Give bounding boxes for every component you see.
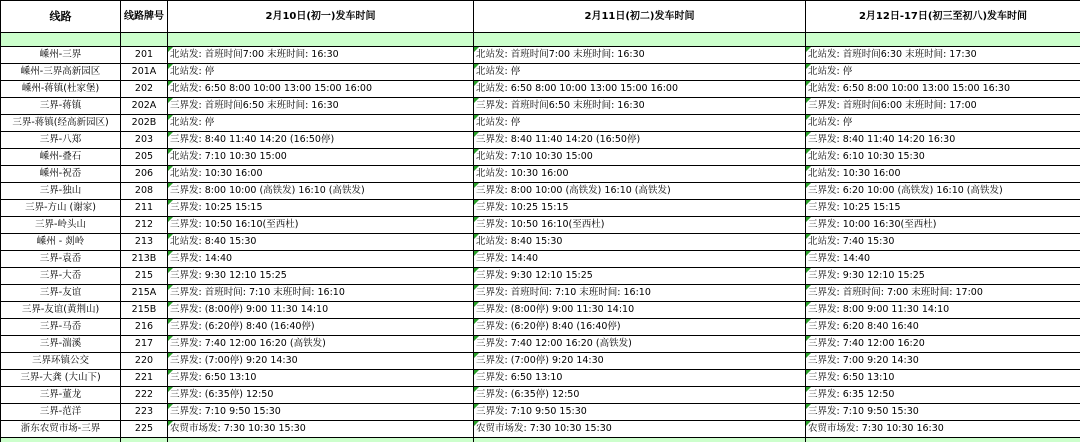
table-row [1, 166, 1080, 183]
route-cell: 嵊州 - 剡岭 [1, 234, 121, 251]
route-cell: 三界-独山 [1, 183, 121, 200]
schedule-day3-cell: 农贸市场发: 7:30 10:30 16:30 [806, 421, 1080, 438]
spacer-cell [474, 438, 806, 442]
spacer-cell [806, 438, 1080, 442]
schedule-day1-cell: 北站发: 7:10 10:30 15:00 [168, 149, 474, 166]
table-row [1, 336, 1080, 353]
spacer-cell [121, 33, 168, 47]
schedule-day1-cell: 三界发: 14:40 [168, 251, 474, 268]
route-number-cell: 202 [121, 81, 168, 98]
route-cell: 三界-蒋镇 [1, 98, 121, 115]
spacer-cell [168, 33, 474, 47]
schedule-day3-cell: 三界发: 10:00 16:30(至西杜) [806, 217, 1080, 234]
schedule-day1-cell: 北站发: 停 [168, 115, 474, 132]
route-cell: 三界-岭头山 [1, 217, 121, 234]
schedule-day3-cell: 三界发: 6:35 12:50 [806, 387, 1080, 404]
table-row [1, 115, 1080, 132]
schedule-day2-cell: 北站发: 8:40 15:30 [474, 234, 806, 251]
schedule-day1-cell: 农贸市场发: 7:30 10:30 15:30 [168, 421, 474, 438]
schedule-day1-cell: 三界发: 9:30 12:10 15:25 [168, 268, 474, 285]
spacer-row [1, 33, 1080, 47]
schedule-day2-cell: 三界发: (6:35停) 12:50 [474, 387, 806, 404]
schedule-day2-cell: 农贸市场发: 7:30 10:30 15:30 [474, 421, 806, 438]
table-row [1, 268, 1080, 285]
schedule-day3-cell: 北站发: 7:40 15:30 [806, 234, 1080, 251]
route-cell: 三界-大岙 [1, 268, 121, 285]
route-number-cell: 213B [121, 251, 168, 268]
route-cell: 嵊州-蒋镇(杜家堡) [1, 81, 121, 98]
schedule-day1-cell: 北站发: 8:40 15:30 [168, 234, 474, 251]
table-row [1, 285, 1080, 302]
route-number-cell: 202A [121, 98, 168, 115]
schedule-day2-cell: 三界发: 10:25 15:15 [474, 200, 806, 217]
schedule-day3-cell: 北站发: 首班时间6:30 末班时间: 17:30 [806, 47, 1080, 64]
route-cell: 嵊州-三界高新园区 [1, 64, 121, 81]
schedule-day3-cell: 三界发: 首班时间: 7:00 末班时间: 17:00 [806, 285, 1080, 302]
table-row [1, 353, 1080, 370]
route-cell: 嵊州-叠石 [1, 149, 121, 166]
schedule-day2-cell: 北站发: 停 [474, 115, 806, 132]
schedule-day1-cell: 三界发: 7:10 9:50 15:30 [168, 404, 474, 421]
route-number-cell: 206 [121, 166, 168, 183]
schedule-day3-cell: 北站发: 6:10 10:30 15:30 [806, 149, 1080, 166]
route-cell: 三界-友谊(黄荆山) [1, 302, 121, 319]
table-row [1, 421, 1080, 438]
table-row [1, 234, 1080, 251]
table-row [1, 404, 1080, 421]
route-cell: 三界-蒋镇(经高新园区) [1, 115, 121, 132]
route-cell: 嵊州-三界 [1, 47, 121, 64]
spacer-cell [1, 33, 121, 47]
route-number-cell: 201A [121, 64, 168, 81]
table-row [1, 47, 1080, 64]
schedule-day1-cell: 三界发: 10:50 16:10(至西杜) [168, 217, 474, 234]
schedule-day2-cell: 三界发: (6:20停) 8:40 (16:40停) [474, 319, 806, 336]
schedule-day3-cell: 三界发: 7:10 9:50 15:30 [806, 404, 1080, 421]
schedule-day1-cell: 三界发: 6:50 13:10 [168, 370, 474, 387]
schedule-day1-cell: 三界发: (6:35停) 12:50 [168, 387, 474, 404]
schedule-day2-cell: 北站发: 7:10 10:30 15:00 [474, 149, 806, 166]
route-cell: 三界-董龙 [1, 387, 121, 404]
route-number-cell: 215B [121, 302, 168, 319]
route-cell: 三界-友谊 [1, 285, 121, 302]
route-number-cell: 220 [121, 353, 168, 370]
schedule-day3-cell: 北站发: 停 [806, 64, 1080, 81]
schedule-day2-cell: 三界发: 7:10 9:50 15:30 [474, 404, 806, 421]
route-cell: 三界-方山 (谢家) [1, 200, 121, 217]
table-row [1, 217, 1080, 234]
schedule-day1-cell: 三界发: (6:20停) 8:40 (16:40停) [168, 319, 474, 336]
route-number-cell: 212 [121, 217, 168, 234]
spacer-row [1, 438, 1080, 442]
route-number-cell: 217 [121, 336, 168, 353]
route-number-cell: 201 [121, 47, 168, 64]
header-route: 线路 [1, 1, 121, 33]
schedule-day1-cell: 三界发: (7:00停) 9:20 14:30 [168, 353, 474, 370]
route-number-cell: 216 [121, 319, 168, 336]
schedule-day1-cell: 三界发: 首班时间: 7:10 末班时间: 16:10 [168, 285, 474, 302]
schedule-day1-cell: 三界发: 首班时间6:50 末班时间: 16:30 [168, 98, 474, 115]
schedule-day2-cell: 三界发: (7:00停) 9:20 14:30 [474, 353, 806, 370]
header-day2: 2月11日(初二)发车时间 [474, 1, 806, 33]
route-number-cell: 203 [121, 132, 168, 149]
schedule-day3-cell: 三界发: 8:00 9:00 11:30 14:10 [806, 302, 1080, 319]
schedule-day1-cell: 三界发: 8:40 11:40 14:20 (16:50停) [168, 132, 474, 149]
route-cell: 三界-八郑 [1, 132, 121, 149]
schedule-day3-cell: 三界发: 7:00 9:20 14:30 [806, 353, 1080, 370]
schedule-day3-cell: 三界发: 8:40 11:40 14:20 16:30 [806, 132, 1080, 149]
route-cell: 三界-袁岙 [1, 251, 121, 268]
schedule-day2-cell: 三界发: 14:40 [474, 251, 806, 268]
schedule-day2-cell: 三界发: 7:40 12:00 16:20 (高铁发) [474, 336, 806, 353]
schedule-day1-cell: 三界发: 8:00 10:00 (高铁发) 16:10 (高铁发) [168, 183, 474, 200]
route-number-cell: 208 [121, 183, 168, 200]
route-cell: 嵊州-祝岙 [1, 166, 121, 183]
schedule-day2-cell: 北站发: 10:30 16:00 [474, 166, 806, 183]
schedule-day2-cell: 三界发: 6:50 13:10 [474, 370, 806, 387]
table-row [1, 387, 1080, 404]
route-number-cell: 211 [121, 200, 168, 217]
table-row [1, 200, 1080, 217]
route-number-cell: 223 [121, 404, 168, 421]
schedule-day3-cell: 三界发: 14:40 [806, 251, 1080, 268]
schedule-day3-cell: 三界发: 6:20 8:40 16:40 [806, 319, 1080, 336]
schedule-day3-cell: 三界发: 7:40 12:00 16:20 [806, 336, 1080, 353]
header-number: 线路牌号 [121, 1, 168, 33]
table-row [1, 81, 1080, 98]
schedule-day1-cell: 三界发: (8:00停) 9:00 11:30 14:10 [168, 302, 474, 319]
schedule-day3-cell: 北站发: 停 [806, 115, 1080, 132]
route-cell: 三界-马岙 [1, 319, 121, 336]
schedule-day1-cell: 北站发: 10:30 16:00 [168, 166, 474, 183]
schedule-day3-cell: 三界发: 10:25 15:15 [806, 200, 1080, 217]
schedule-day2-cell: 三界发: 首班时间6:50 末班时间: 16:30 [474, 98, 806, 115]
schedule-day2-cell: 三界发: 8:40 11:40 14:20 (16:50停) [474, 132, 806, 149]
schedule-day2-cell: 三界发: 9:30 12:10 15:25 [474, 268, 806, 285]
route-cell: 三界-大龚 (大山下) [1, 370, 121, 387]
header-day3: 2月12日-17日(初三至初八)发车时间 [806, 1, 1080, 33]
schedule-day1-cell: 北站发: 停 [168, 64, 474, 81]
table-row [1, 319, 1080, 336]
schedule-day2-cell: 三界发: (8:00停) 9:00 11:30 14:10 [474, 302, 806, 319]
schedule-day3-cell: 三界发: 6:50 13:10 [806, 370, 1080, 387]
schedule-day2-cell: 北站发: 首班时间7:00 末班时间: 16:30 [474, 47, 806, 64]
spacer-cell [121, 438, 168, 442]
schedule-day2-cell: 三界发: 8:00 10:00 (高铁发) 16:10 (高铁发) [474, 183, 806, 200]
route-number-cell: 222 [121, 387, 168, 404]
route-cell: 三界-湍溪 [1, 336, 121, 353]
route-number-cell: 202B [121, 115, 168, 132]
schedule-day1-cell: 三界发: 7:40 12:00 16:20 (高铁发) [168, 336, 474, 353]
header-day1: 2月10日(初一)发车时间 [168, 1, 474, 33]
spacer-cell [168, 438, 474, 442]
table-row [1, 149, 1080, 166]
table-row [1, 251, 1080, 268]
spacer-cell [474, 33, 806, 47]
route-number-cell: 205 [121, 149, 168, 166]
route-number-cell: 215 [121, 268, 168, 285]
schedule-day2-cell: 北站发: 6:50 8:00 10:00 13:00 15:00 16:00 [474, 81, 806, 98]
route-number-cell: 221 [121, 370, 168, 387]
table-row [1, 370, 1080, 387]
schedule-day1-cell: 北站发: 首班时间7:00 末班时间: 16:30 [168, 47, 474, 64]
table-row [1, 302, 1080, 319]
schedule-day3-cell: 北站发: 6:50 8:00 10:00 13:00 15:00 16:30 [806, 81, 1080, 98]
schedule-day3-cell: 北站发: 10:30 16:00 [806, 166, 1080, 183]
route-cell: 浙东农贸市场-三界 [1, 421, 121, 438]
table-row [1, 132, 1080, 149]
schedule-day3-cell: 三界发: 9:30 12:10 15:25 [806, 268, 1080, 285]
route-cell: 三界-范洋 [1, 404, 121, 421]
schedule-day3-cell: 三界发: 6:20 10:00 (高铁发) 16:10 (高铁发) [806, 183, 1080, 200]
table-row [1, 98, 1080, 115]
route-number-cell: 215A [121, 285, 168, 302]
schedule-day3-cell: 三界发: 首班时间6:00 末班时间: 17:00 [806, 98, 1080, 115]
route-number-cell: 225 [121, 421, 168, 438]
spacer-cell [1, 438, 121, 442]
schedule-day1-cell: 三界发: 10:25 15:15 [168, 200, 474, 217]
schedule-day2-cell: 三界发: 10:50 16:10(至西杜) [474, 217, 806, 234]
table-row [1, 64, 1080, 81]
table-row [1, 183, 1080, 200]
header-row [1, 1, 1080, 33]
route-number-cell: 213 [121, 234, 168, 251]
schedule-day1-cell: 北站发: 6:50 8:00 10:00 13:00 15:00 16:00 [168, 81, 474, 98]
schedule-day2-cell: 三界发: 首班时间: 7:10 末班时间: 16:10 [474, 285, 806, 302]
route-cell: 三界环镇公交 [1, 353, 121, 370]
spacer-cell [806, 33, 1080, 47]
schedule-day2-cell: 北站发: 停 [474, 64, 806, 81]
